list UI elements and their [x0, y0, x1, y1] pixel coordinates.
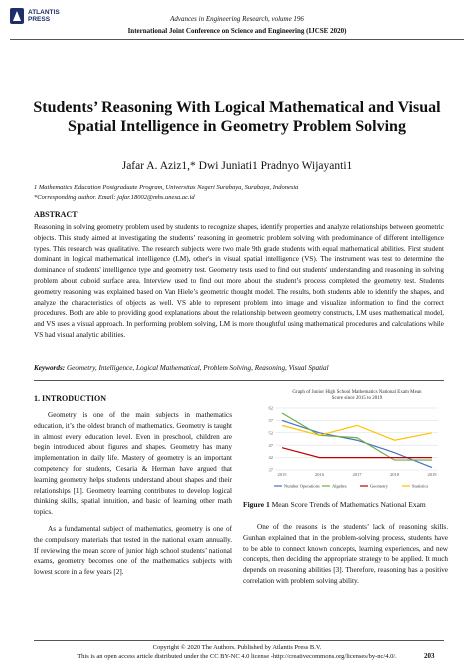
intro-paragraph-1: Geometry is one of the main subjects in mathematics education, it’s the oldest branch of mathematics. Geometry is taught in almost every education level. Even in preschool, children are begin introduced about figures and shapes. Geometry has many implementation in daily life. Mastery of geometry is an important competency for students, Cesaria & Herman have argued that learning geometry helps students understand about shapes and their relationships [1]. Geometry learning contributes to develop logical thinking skills, spatial intuition, and basic of learning other math topics.	[34, 411, 232, 517]
x-tick-label: 2019	[427, 472, 437, 477]
x-tick-label: 2018	[390, 472, 399, 477]
figure-caption	[243, 500, 453, 509]
y-tick-label: 42	[268, 455, 273, 461]
line-chart	[252, 386, 444, 494]
section-heading-introduction: 1. INTRODUCTION	[34, 394, 107, 403]
logo-line-2: PRESS	[28, 16, 51, 23]
intro-paragraph-3: One of the reasons is the students’ lack of reasoning skills. Gunhan explained that in the problem-solving process, students have to be able to connect known concepts, learning experiences, and new concepts, then deciding the appropriate strategy to be applied. It much depends on reasoning abilities [3]. Therefore, reasoning has a positive correlation with problem solving ability.	[243, 523, 448, 585]
series-line-geometry	[282, 448, 432, 458]
keywords	[34, 364, 444, 372]
figure-caption-label: Figure 1	[243, 500, 270, 509]
journal-name: Advances in Engineering Research, volume 196	[170, 15, 304, 23]
legend-label: Statistics	[412, 483, 429, 489]
page-number: 203	[424, 652, 435, 660]
chart-title-line-2: Score since 2015 to 2019	[331, 396, 383, 401]
legend-label: Number Operations	[284, 483, 320, 489]
author-list: Jafar A. Aziz1,* Dwi Juniati1 Pradnyo Wijayanti1	[121, 160, 353, 172]
figure-1-chart	[252, 386, 444, 494]
intro-paragraph-2: As a fundamental subject of mathematics, geometry is one of the compulsory materials that tested in the national exam annually. If reviewing the mean score of junior high school students’ national exams, geometry becomes one of the mathematics subjects with lowest score in a few years [2].	[34, 524, 232, 577]
header-divider	[10, 39, 464, 40]
footer-divider	[34, 640, 444, 641]
conference-name: International Joint Conference on Science and Engineering (IJCSE 2020)	[127, 27, 347, 35]
keywords-label: Keywords:	[34, 364, 66, 372]
x-tick-label: 2015	[277, 472, 287, 477]
y-tick-label: 52	[268, 430, 273, 436]
abstract-text: Reasoning in solving geometry problem used by students to recognize shapes, identify properties and analyze relationships between geometric objects. This study aimed at investigating the students’ reasoning in geometric problem solving with predominance of different intelligence types. This research was qualitative. The research subjects were two male 9th grade students with equal mathematical abilities. First student dominant in logical mathematical intelligence (LM), other's in visual spatial intelligence (VS). The instrument was test to determine the dominance of students' intelligence type and geometry test. Geometry tests used to find out students' understanding and reasoning in solving problem about cuboid surface area. Interview used to find out more about the student’s process completed the geometry test. Students geometry reasoning was explained based on Van Hiele’s geometric thought model. The results, both students able to identify the shapes, and analyze the characteristics of objects as well. VS able to represent problem into image and visualize information to find the correct procedures. Both are able to providing good explanations about the relationship between geometry constructs, LM uses mathematical model, and VS uses a visual approach. In performing problem solving, LM is more thoughtful using mathematical procedures and calculations while VS had visual analytic abilities.	[34, 223, 444, 339]
legend-label: Algebra	[332, 483, 347, 489]
logo-line-1: ATLANTIS	[28, 9, 60, 16]
chart-title-line-1: Graph of Junior High School Mathematics National Exam Mean	[292, 390, 422, 395]
paper-title: Students’ Reasoning With Logical Mathematical and Visual Spatial Intelligence in Geometry Problem Solving	[33, 99, 441, 135]
y-tick-label: 37	[268, 467, 273, 473]
legend-label: Geometry	[370, 483, 388, 489]
abstract-heading: ABSTRACT	[34, 210, 78, 219]
left-column	[34, 410, 232, 578]
section-divider	[34, 380, 444, 381]
y-tick-label: 62	[268, 405, 273, 411]
corresponding-author: *Corresponding author. Email: jafar.18002@mhs.unesa.ac.id	[34, 194, 195, 201]
y-tick-label: 47	[268, 442, 273, 448]
keywords-text: Geometry, Intelligence, Logical Mathematical, Problem Solving, Reasoning, Visual Spatial	[66, 364, 329, 372]
x-tick-label: 2016	[315, 472, 324, 477]
figure-caption-text: Mean Score Trends of Mathematics National Exam	[271, 500, 426, 509]
x-tick-label: 2017	[352, 472, 362, 477]
y-tick-label: 57	[268, 418, 273, 423]
affiliation: 1 Mathematics Education Postgraduate Program, Universitas Negeri Surabaya, Surabaya, Indonesia	[34, 184, 299, 191]
footer-license: This is an open access article distributed under the CC BY-NC 4.0 license -http://creativecommons.org/licenses/by-nc/4.0/.	[77, 653, 397, 660]
footer-copyright: Copyright © 2020 The Authors. Published by Atlantis Press B.V.	[152, 644, 322, 651]
